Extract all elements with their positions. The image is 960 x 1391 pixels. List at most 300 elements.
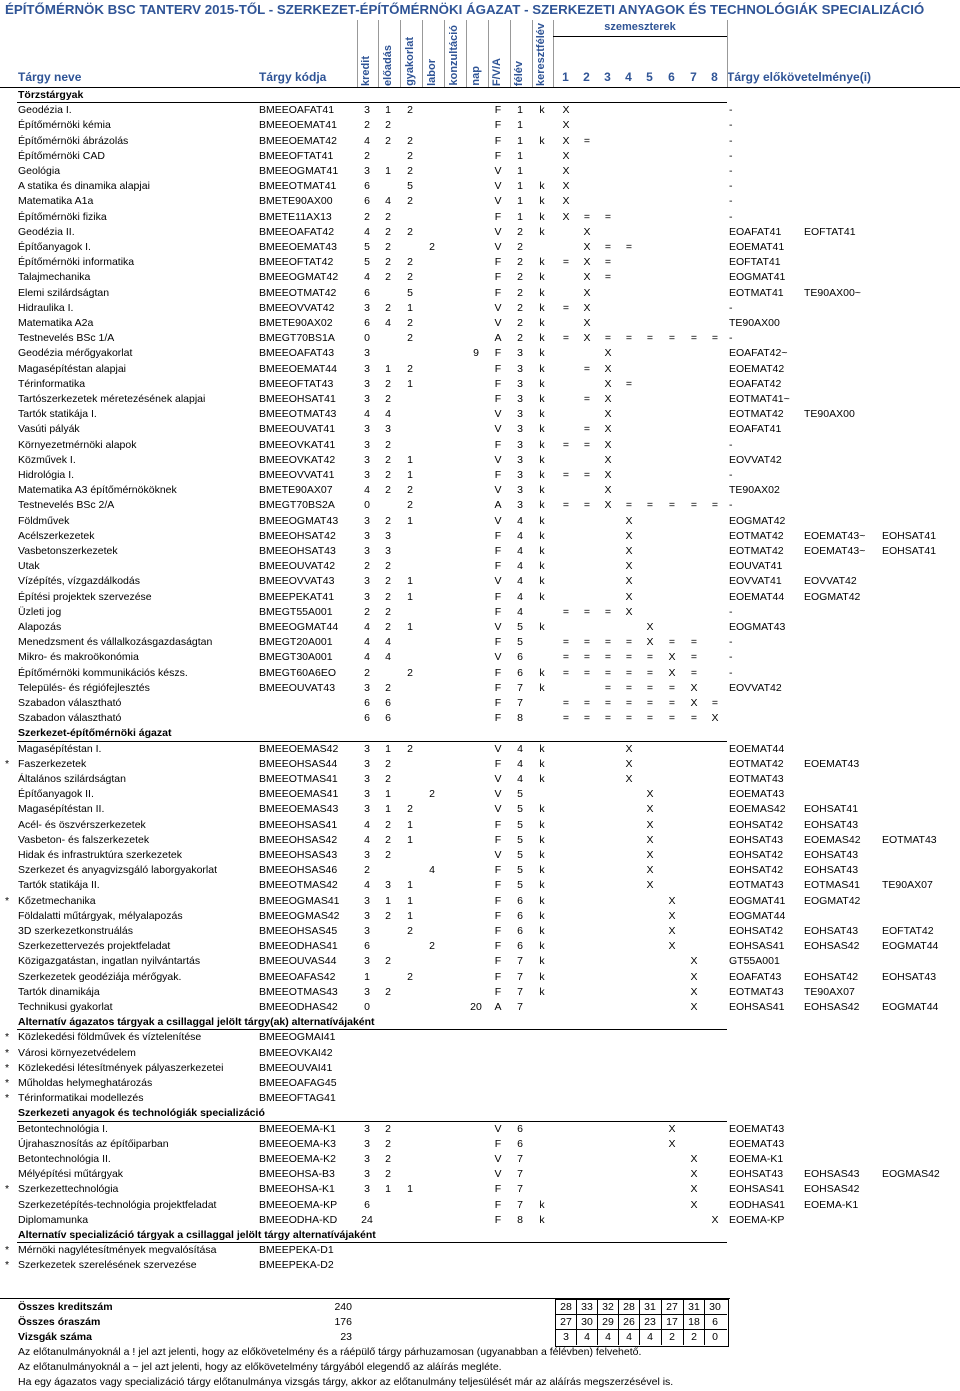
- subject-code: BMEEOVKAI42: [259, 1046, 333, 1059]
- semester-cell: =: [668, 332, 676, 345]
- subject-code: BMETE90AX00: [259, 195, 333, 208]
- table-row: [0, 1243, 960, 1258]
- semester-cell: X: [690, 681, 698, 694]
- cell-kf: k: [539, 575, 545, 588]
- subject-name: Vízépítés, vízgazdálkodás: [18, 575, 140, 588]
- prerequisite: EOHSAT43: [804, 864, 859, 877]
- cell-e: 6: [385, 697, 391, 709]
- semester-cell: X: [690, 985, 698, 998]
- prerequisite: EOVVAT42: [729, 453, 782, 466]
- section-title: Szerkezet-építőmérnöki ágazat: [18, 727, 172, 740]
- table-row: [0, 818, 960, 833]
- subject-name: Betontechnológia II.: [18, 1153, 111, 1165]
- cell-k: 3: [364, 514, 370, 527]
- cell-k: 4: [364, 636, 370, 649]
- cell-kf: k: [539, 362, 545, 375]
- prerequisite: EOVVAT42: [729, 681, 782, 694]
- cell-fv: 4: [517, 575, 523, 588]
- cell-kf: k: [539, 590, 545, 603]
- subject-code: BMEGT60A6EO: [259, 666, 337, 679]
- subject-name: Építőmérnöki kémia: [18, 119, 111, 132]
- cell-k: 6: [364, 712, 370, 725]
- summary-credits-semester: 28: [623, 1301, 635, 1313]
- table-row: [0, 1182, 960, 1197]
- cell-k: 3: [364, 347, 370, 360]
- prerequisite: TE90AX00~: [804, 286, 861, 299]
- table-row: [0, 377, 960, 392]
- subject-name: Általános szilárdságtan: [18, 773, 126, 785]
- prerequisite: EOEMAT43~: [804, 545, 866, 557]
- cell-f: V: [494, 453, 502, 466]
- prerequisite: TE90AX02: [729, 484, 780, 497]
- subject-name: Szerkezettechnológia: [18, 1183, 119, 1196]
- summary-exams-semester: 3: [563, 1331, 569, 1343]
- cell-f: F: [494, 104, 502, 117]
- cell-fv: 1: [517, 149, 523, 162]
- subject-code: BMETE90AX02: [259, 317, 333, 329]
- summary-exams-semester: 4: [584, 1331, 590, 1343]
- table-row: [0, 635, 960, 650]
- subject-name: Környezetmérnöki alapok: [18, 438, 137, 451]
- subject-name: Építőmérnöki CAD: [18, 149, 105, 162]
- cell-f: V: [494, 180, 502, 193]
- semester-cell: =: [562, 469, 570, 481]
- table-row: [0, 878, 960, 893]
- cell-l: 2: [429, 241, 435, 253]
- subject-name: 3D szerkezetkonstruálás: [18, 925, 133, 937]
- cell-kf: k: [539, 104, 545, 117]
- cell-kf: k: [539, 195, 545, 208]
- header-labor: labor: [426, 59, 438, 86]
- subject-code: BMEGT30A001: [259, 651, 333, 664]
- semester-cell: =: [583, 210, 591, 223]
- section-title: Alternatív specializáció tárgyak a csillaggal jelölt tárgy alternatívájaként: [18, 1229, 376, 1241]
- cell-kf: k: [539, 621, 545, 633]
- cell-f: V: [494, 241, 502, 253]
- cell-f: V: [494, 301, 502, 314]
- cell-kf: k: [539, 347, 545, 360]
- cell-fv: 3: [517, 377, 523, 390]
- summary-hours-label: Összes óraszám: [18, 1316, 101, 1328]
- subject-name: Szerkezetek szerelésének szervezése: [18, 1259, 197, 1272]
- prerequisite: -: [729, 636, 733, 649]
- subject-name: Matematika A1a: [18, 195, 94, 208]
- cell-fv: 3: [517, 393, 523, 405]
- semester-cell: =: [604, 636, 612, 649]
- prerequisite: EOTMAT41: [729, 286, 784, 299]
- note-1: Az előtanulmányoknál a ! jel azt jelenti, hogy az előkövetelmény és a ráépülő tárgy párhuzamosan (ugyanabban a félévben) felvehető.: [18, 1346, 642, 1358]
- cell-f: V: [494, 621, 502, 633]
- cell-fv: 7: [517, 1183, 523, 1196]
- table-row: [0, 954, 960, 969]
- subject-name: Menedzsment és vállalkozásgazdaságtan: [18, 636, 213, 649]
- cell-kf: k: [539, 1213, 545, 1226]
- prerequisite: EOGMAT42: [804, 590, 861, 603]
- table-row: [0, 346, 960, 361]
- semester-cell: =: [690, 332, 698, 345]
- subject-code: BMEEOGMAI41: [259, 1031, 336, 1044]
- table-row: [0, 1167, 960, 1182]
- cell-e: 4: [385, 195, 391, 208]
- cell-fv: 7: [517, 1198, 523, 1211]
- cell-k: 4: [364, 621, 370, 633]
- subject-name: Hidrológia I.: [18, 469, 75, 481]
- subject-code: BMEEOFTAT43: [259, 377, 334, 390]
- cell-e: 2: [385, 514, 391, 527]
- cell-fv: 7: [517, 955, 523, 968]
- subject-name: Technikusi gyakorlat: [18, 1001, 113, 1013]
- semester-cell: X: [668, 894, 676, 907]
- semester-cell: X: [668, 940, 676, 953]
- prerequisite: EOTMAT43: [729, 985, 784, 998]
- cell-e: 2: [385, 985, 391, 998]
- subject-code: BMEEOAFAS42: [259, 970, 336, 983]
- table-row: [0, 514, 960, 529]
- cell-g: 2: [407, 256, 413, 269]
- prerequisite: EOTMAT43: [882, 833, 937, 846]
- cell-k: 3: [364, 894, 370, 907]
- cell-k: 4: [364, 833, 370, 846]
- cell-kf: k: [539, 849, 545, 861]
- semester-cell: X: [668, 1122, 676, 1135]
- subject-code: BMEEOHSAT41: [259, 393, 336, 405]
- subject-name: Elemi szilárdságtan: [18, 286, 110, 299]
- section-header: [0, 1228, 960, 1243]
- header-prerequisites: Tárgy előkövetelménye(i): [727, 70, 872, 84]
- cell-fv: 2: [517, 241, 523, 253]
- alternative-marker: *: [5, 1061, 10, 1074]
- cell-g: 2: [407, 271, 413, 284]
- cell-k: 3: [364, 849, 370, 861]
- semester-cell: =: [668, 712, 676, 725]
- cell-k: 4: [364, 484, 370, 497]
- cell-e: 1: [385, 803, 391, 816]
- semester-cell: =: [604, 681, 612, 694]
- cell-f: F: [494, 210, 502, 223]
- summary-credits-label: Összes kreditszám: [18, 1301, 113, 1313]
- header-felev: félév: [513, 60, 525, 86]
- semester-cell: =: [562, 438, 570, 451]
- cell-fv: 7: [517, 970, 523, 983]
- cell-e: 1: [385, 1183, 391, 1196]
- subject-code: BMEEOUVAT42: [259, 560, 336, 573]
- cell-g: 2: [407, 104, 413, 117]
- semester-cell: X: [690, 1153, 698, 1165]
- cell-fv: 6: [517, 651, 523, 664]
- cell-kf: k: [539, 423, 545, 436]
- prerequisite: EOVVAT41: [729, 575, 782, 588]
- cell-g: 1: [407, 1183, 413, 1196]
- subject-code: BMEGT70BS1A: [259, 332, 335, 345]
- prerequisite: -: [729, 651, 733, 664]
- cell-fv: 2: [517, 286, 523, 299]
- cell-k: 3: [364, 985, 370, 998]
- cell-e: 2: [385, 605, 391, 618]
- prerequisite: EOGMAT44: [882, 1001, 939, 1013]
- semester-cell: X: [583, 317, 591, 329]
- subject-name: Település- és régiófejlesztés: [18, 681, 150, 694]
- table-row: [0, 1000, 960, 1015]
- subject-name: Diplomamunka: [18, 1213, 89, 1226]
- semester-cell: X: [604, 484, 612, 497]
- semester-cell: =: [562, 605, 570, 618]
- subject-code: BMEEOEMAT44: [259, 362, 337, 375]
- prerequisite: TE90AX07: [882, 879, 933, 892]
- semester-cell: =: [711, 499, 719, 512]
- subject-name: Acél- és öszvérszerkezetek: [18, 818, 146, 831]
- cell-g: 1: [407, 833, 413, 846]
- cell-g: 2: [407, 970, 413, 983]
- semester-cell: X: [690, 697, 698, 709]
- semester-cell: =: [583, 362, 591, 375]
- semester-cell: X: [690, 970, 698, 983]
- prerequisite: EOFTAT41: [804, 225, 856, 238]
- subject-name: Közművek I.: [18, 453, 76, 466]
- cell-kf: k: [539, 180, 545, 193]
- semester-cell: =: [625, 697, 633, 709]
- semester-cell: X: [646, 803, 654, 816]
- semester-cell: X: [583, 301, 591, 314]
- semester-cell: X: [625, 742, 633, 755]
- cell-f: F: [494, 134, 502, 147]
- subject-code: BMEEOHSAS41: [259, 818, 338, 831]
- cell-k: 5: [364, 241, 370, 253]
- subject-code: BMEEOVKAT41: [259, 438, 336, 451]
- cell-g: 2: [407, 317, 413, 329]
- table-row: [0, 985, 960, 1000]
- table-row: [0, 742, 960, 757]
- cell-k: 3: [364, 803, 370, 816]
- subject-code: BMEEOTMAS43: [259, 985, 338, 998]
- cell-k: 3: [364, 1122, 370, 1135]
- cell-f: V: [494, 849, 502, 861]
- cell-g: 1: [407, 301, 413, 314]
- page-title: ÉPÍTŐMÉRNÖK BSC TANTERV 2015-TŐL - SZERKEZET-ÉPÍTŐMÉRNÖKI ÁGAZAT - SZERKEZETI ANYAGOK ÉS TECHNOLÓGIÁK SPECIALIZÁCIÓ: [5, 2, 925, 17]
- subject-code: BMEEOVVAT43: [259, 575, 335, 588]
- semester-cell: X: [604, 453, 612, 466]
- semester-cell: X: [668, 1137, 676, 1150]
- semester-cell: =: [583, 423, 591, 436]
- table-row: [0, 149, 960, 164]
- semester-cell: =: [604, 651, 612, 664]
- cell-f: A: [494, 332, 502, 345]
- summary-exams-semester: 4: [605, 1331, 611, 1343]
- subject-name: Építőanyagok II.: [18, 788, 94, 801]
- table-row: [0, 772, 960, 787]
- cell-f: V: [494, 803, 502, 816]
- semester-cell: =: [668, 681, 676, 694]
- subject-code: BMEEOEMA-K3: [259, 1137, 337, 1150]
- prerequisite: EOHSAT42: [729, 925, 784, 937]
- cell-f: V: [494, 484, 502, 497]
- cell-fv: 4: [517, 529, 523, 542]
- prerequisite: -: [729, 666, 733, 679]
- cell-g: 2: [407, 803, 413, 816]
- cell-fv: 7: [517, 1168, 523, 1181]
- cell-k: 6: [364, 317, 370, 329]
- cell-f: V: [494, 165, 502, 177]
- cell-g: 5: [407, 180, 413, 193]
- cell-fv: 5: [517, 879, 523, 892]
- cell-kf: k: [539, 681, 545, 694]
- cell-f: F: [494, 636, 502, 649]
- semester-number: 8: [711, 70, 718, 84]
- semester-cell: X: [604, 469, 612, 481]
- subject-code: BMEGT55A001: [259, 605, 333, 618]
- cell-fv: 7: [517, 985, 523, 998]
- cell-k: 3: [364, 104, 370, 117]
- prerequisite: EOHSAS41: [729, 1001, 785, 1013]
- subject-name: Földalatti műtárgyak, mélyalapozás: [18, 909, 183, 922]
- prerequisite: -: [729, 195, 733, 208]
- cell-f: F: [494, 545, 502, 557]
- table-row: [0, 590, 960, 605]
- semester-number: 4: [625, 70, 632, 84]
- semester-cell: X: [562, 104, 570, 117]
- cell-kf: k: [539, 286, 545, 299]
- cell-e: 2: [385, 119, 391, 132]
- prerequisite: EOUVAT41: [729, 560, 783, 573]
- cell-k: 3: [364, 575, 370, 588]
- cell-k: 3: [364, 909, 370, 922]
- cell-fv: 1: [517, 119, 523, 132]
- table-row: [0, 179, 960, 194]
- prerequisite: EOHSAT43: [804, 849, 859, 861]
- cell-l: 2: [429, 788, 435, 801]
- subject-code: BMEEOVKAT42: [259, 453, 336, 466]
- semester-cell: =: [604, 605, 612, 618]
- semester-cell: X: [583, 241, 591, 253]
- cell-fv: 2: [517, 225, 523, 238]
- subject-name: Közlekedési létesítmények pályaszerkezetei: [18, 1061, 224, 1074]
- cell-k: 2: [364, 864, 370, 877]
- table-row: [0, 1122, 960, 1137]
- cell-g: 2: [407, 666, 413, 679]
- cell-fv: 6: [517, 894, 523, 907]
- cell-kf: k: [539, 453, 545, 466]
- cell-f: F: [494, 1183, 502, 1196]
- prerequisite: -: [729, 134, 733, 147]
- semester-cell: =: [604, 697, 612, 709]
- cell-kf: k: [539, 985, 545, 998]
- cell-k: 3: [364, 453, 370, 466]
- semester-cell: =: [604, 241, 612, 253]
- prerequisite: EOHSAT43: [804, 818, 859, 831]
- cell-e: 2: [385, 1168, 391, 1181]
- cell-g: 5: [407, 286, 413, 299]
- cell-kf: k: [539, 940, 545, 953]
- alternative-marker: *: [5, 1092, 10, 1105]
- semester-cell: X: [562, 119, 570, 132]
- prerequisite: EOHSAT42: [729, 818, 784, 831]
- table-row: [0, 681, 960, 696]
- cell-g: 2: [407, 225, 413, 238]
- cell-f: F: [494, 909, 502, 922]
- subject-name: Utak: [18, 560, 40, 573]
- summary-hours-semester: 18: [688, 1316, 700, 1328]
- subject-code: BMEEOGMAT42: [259, 271, 339, 284]
- semester-cell: =: [646, 666, 654, 679]
- prerequisite: EOAFAT43: [729, 970, 782, 983]
- cell-fv: 3: [517, 423, 523, 436]
- prerequisite: EOGMAT42: [729, 514, 786, 527]
- subject-code: BMEEOHSA-K1: [259, 1183, 335, 1196]
- semester-cell: X: [668, 925, 676, 937]
- cell-kf: k: [539, 864, 545, 877]
- subject-name: Szerkezetek geodéziája mérőgyak.: [18, 970, 182, 983]
- semester-cell: X: [690, 1183, 698, 1196]
- prerequisite: TE90AX00: [729, 317, 780, 329]
- semester-cell: =: [562, 332, 570, 345]
- prerequisite: EOEMAT44: [729, 742, 785, 755]
- table-header: [0, 20, 960, 88]
- summary-credits-semester: 30: [709, 1301, 721, 1313]
- cell-fv: 6: [517, 909, 523, 922]
- subject-name: Testnevelés BSc 1/A: [18, 332, 115, 345]
- subject-name: Térinformatikai modellezés: [18, 1092, 144, 1105]
- semester-cell: =: [690, 636, 698, 649]
- cell-f: V: [494, 788, 502, 801]
- prerequisite: EOGMAT42: [804, 894, 861, 907]
- cell-e: 3: [385, 529, 391, 542]
- prerequisite: EODHAS41: [729, 1198, 786, 1211]
- cell-e: 1: [385, 788, 391, 801]
- semester-cell: =: [562, 666, 570, 679]
- subject-code: BMEEOFTAT42: [259, 256, 334, 269]
- cell-f: V: [494, 1168, 502, 1181]
- semester-cell: X: [625, 529, 633, 542]
- cell-e: 2: [385, 1153, 391, 1165]
- semester-cell: =: [604, 256, 612, 269]
- cell-k: 3: [364, 545, 370, 557]
- subject-name: Tartók statikája II.: [18, 879, 100, 892]
- table-row: [0, 210, 960, 225]
- prerequisite: EOEMAT44: [729, 590, 785, 603]
- table-row: [0, 802, 960, 817]
- cell-fv: 5: [517, 803, 523, 816]
- prerequisite: EOHSAT43: [729, 1168, 784, 1181]
- semester-cell: X: [625, 514, 633, 527]
- table-row: [0, 118, 960, 133]
- cell-fv: 3: [517, 469, 523, 481]
- prerequisite: EOHSAT43: [729, 833, 784, 846]
- subject-code: BMETE90AX07: [259, 484, 333, 497]
- subject-code: BMEEOUVAT41: [259, 423, 336, 436]
- cell-f: V: [494, 195, 502, 208]
- semester-cell: X: [604, 438, 612, 451]
- prerequisite: -: [729, 104, 733, 117]
- subject-name: Faszerkezetek: [18, 757, 87, 770]
- header-kredit: kredit: [360, 56, 372, 86]
- table-row: [0, 924, 960, 939]
- cell-f: V: [494, 1122, 502, 1135]
- cell-f: F: [494, 1198, 502, 1211]
- cell-g: 2: [407, 484, 413, 497]
- cell-e: 2: [385, 833, 391, 846]
- cell-k: 3: [364, 438, 370, 451]
- cell-e: 2: [385, 484, 391, 497]
- alternative-marker: *: [5, 1046, 10, 1059]
- section-header: [0, 1106, 960, 1121]
- semester-cell: X: [625, 575, 633, 588]
- cell-fv: 1: [517, 134, 523, 147]
- cell-kf: k: [539, 545, 545, 557]
- cell-f: F: [494, 894, 502, 907]
- cell-g: 2: [407, 134, 413, 147]
- prerequisite: EOHSAS42: [804, 1183, 860, 1196]
- table-row: [0, 1137, 960, 1152]
- cell-p: 9: [473, 347, 479, 360]
